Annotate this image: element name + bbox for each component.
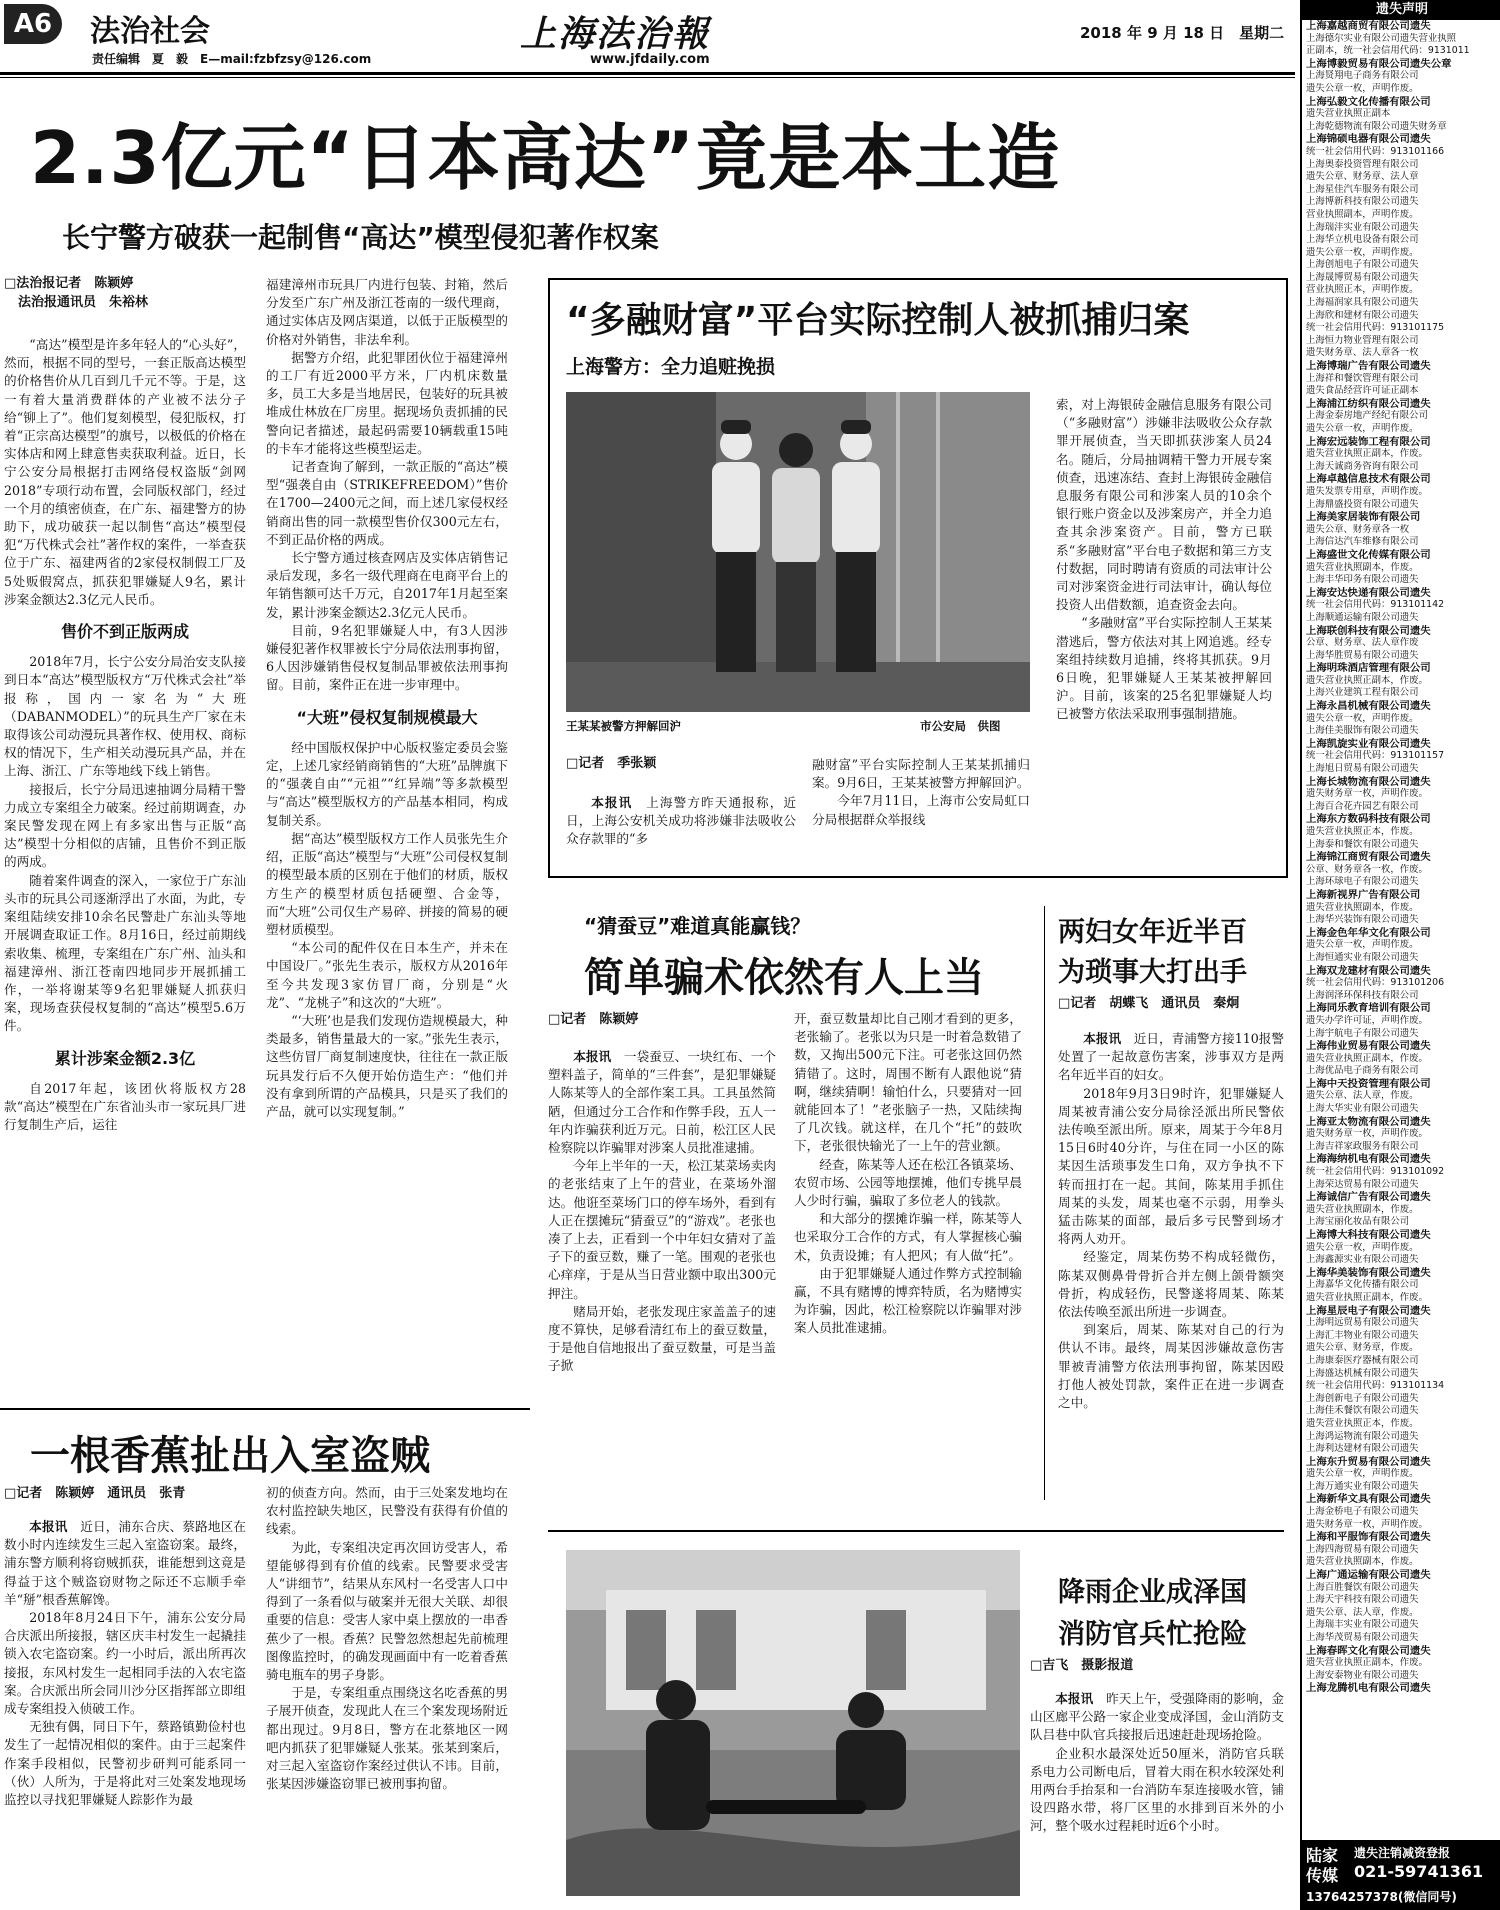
ad-line: 上海博瑞广告有限公司遗失 xyxy=(1306,360,1431,373)
section-rule xyxy=(0,1408,530,1410)
issue-date: 2018 年 9 月 18 日 星期二 xyxy=(1080,24,1285,42)
lead-subheading-3: “大班”侵权复制规模最大 xyxy=(296,707,478,727)
box-column-2 xyxy=(812,756,1030,866)
paragraph: 今年上半年的一天，松江某菜场卖肉的老张结束了上午的营业，在菜场外溜达。他诳至菜场门口的停车场外，看到有人正在摆摊玩“猜蚕豆”的“游戏”。老张也凑了上去，正看到一个中年妇女猜对了盖子下的蚕豆数，赚了一笔。围观的老张也心痒痒，于是从当日营业额中取出300元押注。 xyxy=(548,1158,776,1301)
ads-list xyxy=(1302,20,1500,1695)
ad-line: 遗失公章、法人章，作废。 xyxy=(1306,1090,1419,1102)
paragraph: “高达”模型是许多年轻人的“心头好”，然而，根据不同的型号，一套正版高达模型的价格售价从几百到几千元不等。于是，这一有着大量消费群体的产业被不法分子给“铆上了”。他们复刻模型，侵犯版权，打着“正宗高达模型”的旗号，以极低的价格在实体店和网上肆意售卖获取利益。近日，长宁公安分局根据打击网络侵权盗版“剑网2018”专项行动布置，会同版权部门，经过一个月的缜密侦查，在广东、福建警方的协助下，成功破获一起以制售“高达”模型侵犯“万代株式会社”著作权的案件，一举查获位于广东、福建两省的2家侵权制假工厂及5处贩假窝点，抓获犯罪嫌疑人9名，累计涉案金额达2.3亿元人民币。 xyxy=(4,337,246,607)
ads-header: 遗失声明 xyxy=(1302,0,1500,20)
ad-line: 遗失公章一枚，声明作废。 xyxy=(1306,423,1419,434)
ad-line: 上海诚信广告有限公司遗失 xyxy=(1306,1191,1431,1204)
paragraph: 于是，专案组重点围绕这名吃香蕉的男子展开侦查，发现此人在三个案发现场附近都出现过。9月8日，警方在北蔡地区一网吧内抓获了犯罪嫌疑人张某。张某到案后，对三起入室盗窃作案经过供认不讳。目前，张某因涉嫌盗窃罪已被刑事拘留。 xyxy=(266,1685,508,1792)
ad-line: 遗失公章一枚，声明作废。 xyxy=(1306,246,1419,258)
paragraph-text: 近日，浦东合庆、蔡路地区在数小时内连续发生三起入室盗窃案。最终，浦东警方顺利将窃贼抓获，谁能想到这竟是得益于这个贼盗窃财物之际还不忘顺手牵羊“掰”根香蕉解馋。 xyxy=(4,1519,246,1607)
ad-line: 遗失公章一枚，声明作废。 xyxy=(1306,1468,1419,1480)
ad-line: 上海中天投资管理有限公司 xyxy=(1306,1077,1431,1090)
ad-line: 正副本，统一社会信用代码：9131011 xyxy=(1306,45,1470,57)
ad-line: 上海欣和建材有限公司遗失 xyxy=(1306,309,1419,321)
ad-line: 上海德尔实业有限公司遗失营业执照 xyxy=(1306,32,1457,44)
banana-column-1 xyxy=(4,1518,246,1906)
ad-line: 遗失营业执照副本，作废。 xyxy=(1306,901,1419,913)
ad-line: 上海宏远装饰工程有限公司 xyxy=(1306,435,1431,448)
paragraph: 今年7月11日，上海市公安局虹口分局根据群众举报线 xyxy=(812,793,1030,827)
ad-line: 上海永昌机械有限公司遗失 xyxy=(1306,700,1431,713)
ad-line: 上海兴业建筑工程有限公司 xyxy=(1306,687,1419,699)
paragraph: 经查，陈某等人还在松江各镇菜场、农贸市场、公园等地摆摊，他们专挑早晨人少时行骗，骗取了多位老人的钱款。 xyxy=(794,1156,1022,1209)
paragraph: 索，对上海银砖金融信息服务有限公司（“多融财富”）涉嫌非法吸收公众存款罪开展侦查，当天即抓获涉案人员24名。随后，分局抽调精干警力开展专案侦查，迅速冻结、查封上海银砖金融信息服务有限公司和涉案人员的10余个银行账户资金以及涉案房产，并全力追查其余涉案资产。目前，警方已联系“多融财富”平台电子数据和第三方支付数据，同时聘请有资质的司法审计公司对涉案资金进行司法审计，确认每位投资人出借数额，追查资金去向。 xyxy=(1056,397,1272,613)
flood-photo xyxy=(566,1550,1020,1896)
silkworm-kicker: “猜蚕豆”难道真能赢钱？ xyxy=(584,914,811,938)
lead-byline xyxy=(4,274,254,312)
ad-line: 上海百合花卉园艺有限公司 xyxy=(1306,800,1419,812)
column-divider xyxy=(1044,906,1045,1500)
ad-line: 营业执照副本，声明作废。 xyxy=(1306,208,1419,220)
ad-line: 遗失财务章、法人章各一枚 xyxy=(1306,347,1419,359)
women-headline-2: 为琐事大打出手 xyxy=(1058,957,1247,988)
ads-agency-line-2: 传媒 xyxy=(1306,1866,1339,1885)
ad-line: 上海康泰医疗器械有限公司 xyxy=(1306,1354,1419,1366)
silkworm-headline: 简单骗术依然有人上当 xyxy=(584,955,984,1001)
paragraph-text: 上海警方昨天通报称，近日，上海公安机关成功将涉嫌非法吸收公众存款罪的“多 xyxy=(566,795,796,847)
box-subhead: 上海警方：全力追赃挽损 xyxy=(566,356,776,378)
ad-line: 上海优品电子商务有限公司 xyxy=(1306,1065,1419,1077)
paragraph: 为此，专案组决定再次回访受害人，希望能够得到有价值的线索。民警要求受害人“讲细节”，结果从东风村一名受害人口中得到了一条看似与破案并无很大关联、却很重要的信息：受害人家中桌上摆放的一串香蕉少了一根。香蕉？民警忽然想起先前梳理图像监控时，的确发现画面中有一吃着香蕉骑电瓶车的男子身影。 xyxy=(266,1539,508,1683)
ad-line: 上海瑞沣实业有限公司遗失 xyxy=(1306,221,1419,233)
classified-ads-strip xyxy=(1300,0,1500,1910)
ad-line: 上海弘毅文化传播有限公司 xyxy=(1306,95,1431,108)
ad-line: 上海和平服饰有限公司遗失 xyxy=(1306,1531,1431,1544)
ad-line: 统一社会信用代码：913101166 xyxy=(1306,145,1445,157)
paragraph: 2018年9月3日9时许，犯罪嫌疑人周某被青浦公安分局徐泾派出所民警依法传唤至派出所。原来，周某于今年8月15日6时40分许，与住在同一小区的陈某因生活琐事发生口角，双方争执不下转而扭打在一起。其间，陈某用手抓住周某的头发，周某也毫不示弱，用拳头猛击陈某的面部，最后多亏民警到场才将两人劝开。 xyxy=(1058,1085,1284,1247)
paragraph: 随着案件调查的深入，一家位于广东汕头市的玩具公司逐渐浮出了水面，为此，专案组陆续安排10余名民警赴广东汕头等地开展调查取证工作。8月16日，经过前期线索收集、梳理，专案组在广东广州、汕头和福建漳州、浙江苍南四地同步开展抓捕工作，一举将谢某等9名犯罪嫌疑人抓获归案，现场查获侵权复制的“高达”模型5.6万件。 xyxy=(4,872,246,1034)
ad-line: 上海浦江纺织有限公司遗失 xyxy=(1306,397,1431,410)
ad-line: 统一社会信用代码：913101142 xyxy=(1306,599,1445,611)
ad-line: 上海金色年华文化有限公司 xyxy=(1306,926,1431,939)
paragraph: 经中国版权保护中心版权鉴定委员会鉴定，上述几家经销商销售的“大班”品牌旗下的“强袭自由”“元祖”“红异端”等多款模型与“高达”模型版权方的产品基本相同，构成复制关系。 xyxy=(266,739,508,828)
lead-label: 本报讯 xyxy=(591,795,633,810)
rain-byline: □吉飞 摄影报道 xyxy=(1030,1658,1134,1673)
ad-line: 遗失营业执照正副本 xyxy=(1306,108,1391,120)
ad-line: 遗失营业执照副本，作废。 xyxy=(1306,1203,1419,1215)
ad-line: 公章、财务章、法人章作废 xyxy=(1306,637,1419,649)
paragraph: “‘大班’也是我们发现仿造规模最大，种类最多，销售量最大的一家。”张先生表示，这些仿冒厂商复制速度快，往往在一款正版玩具发行后不久便开始仿造生产：“他们并没有拿到所谓的产品模具，只是买了我们的产品，就可以实现复制。” xyxy=(266,1012,508,1119)
ad-line: 上海博新科技有限公司遗失 xyxy=(1306,196,1419,208)
ad-line: 上海宇航电子有限公司遗失 xyxy=(1306,1027,1419,1039)
women-column xyxy=(1058,1030,1284,1500)
ad-line: 上海明珠酒店管理有限公司 xyxy=(1306,662,1431,675)
ads-agency xyxy=(1306,1846,1350,1886)
byline-correspondent: 法治报通讯员 朱裕林 xyxy=(18,295,149,310)
ad-line: 遗失财务章一枚，声明作废。 xyxy=(1306,1128,1428,1140)
ad-line: 上海长城物流有限公司遗失 xyxy=(1306,775,1431,788)
silkworm-column-1 xyxy=(548,1048,776,1500)
ad-line: 上海鸿运物流有限公司遗失 xyxy=(1306,1430,1419,1442)
ad-line: 遗失办学许可证，声明作废。 xyxy=(1306,1014,1428,1026)
page-number-badge: A6 xyxy=(4,4,62,44)
ad-line: 上海同乐教育培训有限公司 xyxy=(1306,1002,1431,1015)
ad-line: 上海泰和餐饮有限公司遗失 xyxy=(1306,838,1419,850)
ad-line: 上海华立机电设备有限公司 xyxy=(1306,234,1419,246)
ad-line: 遗失公章一枚，声明作废。 xyxy=(1306,1241,1419,1253)
ad-line: 遗失公章一枚，声明作废。 xyxy=(1306,82,1419,94)
ad-line: 上海华胜贸易有限公司遗失 xyxy=(1306,649,1419,661)
banana-byline: □记者 陈颖婷 通讯员 张青 xyxy=(4,1486,186,1501)
ad-line: 上海创旭电子有限公司遗失 xyxy=(1306,259,1419,271)
lead-label: 本报讯 xyxy=(1055,1691,1094,1706)
paragraph: 初的侦查方向。然而，由于三处案发地均在农村监控缺失地区，民警没有获得有价值的线索。 xyxy=(266,1485,508,1537)
photo-credit: 市公安局 供图 xyxy=(920,719,1001,733)
ad-line: 公章、财务章各一枚，作废。 xyxy=(1306,863,1428,875)
box-column-1 xyxy=(566,794,796,864)
paragraph: 到案后，周某、陈某对自己的行为供认不讳。最终，周某因涉嫌故意伤害罪被青浦警方依法刑事拘留，陈某因殴打他人被处罚款，案件正在进一步调查之中。 xyxy=(1058,1322,1284,1411)
ad-line: 上海四海贸易有限公司遗失 xyxy=(1306,1543,1419,1555)
section-rule xyxy=(548,1530,1284,1532)
ad-line: 上海万通实业有限公司遗失 xyxy=(1306,1480,1419,1492)
paragraph: 记者查询了解到，一款正版的“高达”模型“强袭自由（STRIKEFREEDOM）”售价在1700—2400元之间，而上述几家侵权经销商出售的同一款模型售价仅300元左右，不到正品价格的两成。 xyxy=(266,459,508,547)
ad-line: 上海奥泰投资管理有限公司 xyxy=(1306,158,1419,170)
ad-line: 遗失营业执照正副本，作废。 xyxy=(1306,1657,1428,1669)
lead-column-2 xyxy=(266,276,508,1400)
paragraph: 据“高达”模型版权方工作人员张先生介绍，正版“高达”模型与“大班”公司侵权复制的模型最本质的区别在于他们的材质，版权方生产的模型材质包括硬塑、合金等，而“大班”公司仅生产易碎、拼接的简易的硬塑材质模型。 xyxy=(266,830,508,937)
ad-line: 上海新视界广告有限公司 xyxy=(1306,888,1421,901)
ad-line: 上海星辰电子有限公司遗失 xyxy=(1306,1304,1431,1317)
rain-headline-1: 降雨企业成泽国 xyxy=(1058,1577,1247,1608)
ad-line: 上海伟业贸易有限公司遗失 xyxy=(1306,1040,1431,1053)
ad-line: 遗失营业执照正本，作废。 xyxy=(1306,1417,1419,1429)
ad-line: 遗失公章、法人章，作废。 xyxy=(1306,1606,1419,1618)
ad-line: 遗失发票专用章，声明作废。 xyxy=(1306,485,1428,497)
ad-line: 上海大华实业有限公司遗失 xyxy=(1306,1103,1419,1115)
arrest-photo-image xyxy=(566,392,1030,712)
ad-line: 上海新华文具有限公司遗失 xyxy=(1306,1493,1431,1506)
ad-line: 上海百胜餐饮有限公司遗失 xyxy=(1306,1581,1419,1593)
ad-line: 遗失营业执照正副本，作废。 xyxy=(1306,1291,1428,1303)
photo-caption: 王某某被警方押解回沪 xyxy=(566,719,681,733)
paragraph: 赌局开始，老张发现庄家盖盖子的速度不算快，足够看清红布上的蚕豆数量，于是他自信地报出了蚕豆数量，可是当盖子掀 xyxy=(548,1303,776,1374)
ad-line: 上海凯旋实业有限公司遗失 xyxy=(1306,737,1431,750)
ad-line: 上海盛达机械有限公司遗失 xyxy=(1306,1367,1419,1379)
ad-line: 上海亚太物流有限公司遗失 xyxy=(1306,1115,1431,1128)
lead-subhead: 长宁警方破获一起制售“高达”模型侵犯著作权案 xyxy=(62,221,659,254)
box-byline: □记者 季张颖 xyxy=(566,756,657,771)
section-title: 法治社会 xyxy=(90,14,210,49)
ad-line: 营业执照正本，声明作废。 xyxy=(1306,284,1419,296)
ad-line: 上海华兴装饰有限公司遗失 xyxy=(1306,914,1419,926)
ad-line: 上海卓越信息技术有限公司 xyxy=(1306,473,1431,486)
ad-line: 遗失食品经营许可证正副本 xyxy=(1306,385,1419,397)
ad-line: 遗失公章一枚，声明作废。 xyxy=(1306,712,1419,724)
ad-line: 上海东方数码科技有限公司 xyxy=(1306,813,1431,826)
women-headline-1: 两妇女年近半百 xyxy=(1058,917,1247,948)
ad-line: 上海华茂贸易有限公司遗失 xyxy=(1306,1632,1419,1643)
ad-line: 遗失营业执照正本，作废。 xyxy=(1306,826,1419,837)
ad-line: 上海锦江商贸有限公司遗失 xyxy=(1306,851,1431,864)
paragraph: 自2017年起，该团伙将版权方28款“高达”模型在广东省汕头市一家玩具厂进行复制生产后，运往 xyxy=(4,1080,246,1133)
ad-line: 上海龙腾机电有限公司遗失 xyxy=(1306,1682,1431,1695)
paragraph: “多融财富”平台实际控制人王某某潜逃后，警方依法对其上网追逃。经专案组持续数月追捕，终将其抓获。9月6日晚，犯罪嫌疑人王某某被押解回沪。目前，该案的25名犯罪嫌疑人均已被警方依法采取刑事强制措施。 xyxy=(1056,615,1272,722)
ad-line: 上海天宇科技有限公司遗失 xyxy=(1306,1594,1419,1606)
paragraph: 由于犯罪嫌疑人通过作弊方式控制输赢，不具有赌博的博弈特质，名为赌博实为诈骗，因此，松江检察院以诈骗罪对涉案人员批准逮捕。 xyxy=(794,1265,1022,1336)
ad-line: 上海瑞丰实业有限公司遗失 xyxy=(1306,1619,1419,1631)
ad-line: 上海明远贸易有限公司遗失 xyxy=(1306,1317,1419,1329)
ad-line: 上海嘉越商贸有限公司遗失 xyxy=(1306,20,1431,32)
ad-line: 上海旭日贸易有限公司遗失 xyxy=(1306,763,1419,775)
ad-line: 上海春晖文化有限公司遗失 xyxy=(1306,1644,1431,1657)
ad-line: 遗失公章、财务章、法人章 xyxy=(1306,171,1419,183)
ad-line: 上海博毅贸易有限公司遗失公章 xyxy=(1306,57,1452,70)
ad-line: 上海星佳汽车服务有限公司 xyxy=(1306,183,1419,195)
rain-headline-2: 消防官兵忙抢险 xyxy=(1058,1619,1247,1650)
ad-line: 统一社会信用代码：913101092 xyxy=(1306,1166,1445,1178)
ad-line: 遗失公章、财务章各一枚 xyxy=(1306,523,1410,535)
silkworm-column-2 xyxy=(794,1010,1022,1500)
ad-line: 上海乾德物流有限公司遗失财务章 xyxy=(1306,120,1447,132)
ad-line: 统一社会信用代码：913101157 xyxy=(1306,750,1445,762)
ad-line: 上海天诚商务咨询有限公司 xyxy=(1306,460,1419,472)
ad-line: 统一社会信用代码：913101206 xyxy=(1306,977,1445,989)
lead-label: 本报讯 xyxy=(573,1049,612,1064)
ad-line: 上海创新电子有限公司遗失 xyxy=(1306,1392,1419,1404)
ad-line: 上海金桥电子有限公司遗失 xyxy=(1306,1506,1419,1518)
ad-line: 上海盛世文化传媒有限公司 xyxy=(1306,548,1431,561)
ad-line: 上海汇丰物业有限公司遗失 xyxy=(1306,1329,1419,1341)
ad-line: 遗失公章一枚，声明作废。 xyxy=(1306,939,1419,951)
lead-subheading-2: 累计涉案金额2.3亿 xyxy=(54,1048,196,1068)
ad-line: 上海环球电子有限公司遗失 xyxy=(1306,876,1419,888)
ad-line: 遗失营业执照正副本，作废。 xyxy=(1306,1052,1428,1064)
ad-line: 上海金泰房地产经纪有限公司 xyxy=(1306,410,1428,422)
ad-line: 上海广通运输有限公司遗失 xyxy=(1306,1569,1431,1582)
ad-line: 上海信达汽车维修有限公司 xyxy=(1306,536,1419,548)
ad-line: 遗失营业执照副本，作废。 xyxy=(1306,561,1419,573)
paragraph: “本公司的配件仅在日本生产，并未在中国设厂。”张先生表示，版权方从2016年至今共发现3家仿冒厂商，分别是“火龙”、“龙桃子”和这次的“大班”。 xyxy=(266,940,508,1010)
ads-footer xyxy=(1302,1840,1500,1910)
ad-line: 上海东升贸易有限公司遗失 xyxy=(1306,1455,1431,1468)
ad-line: 上海佳禾餐饮有限公司遗失 xyxy=(1306,1405,1419,1417)
newspaper-name: 上海法治報 xyxy=(520,13,711,55)
ad-line: 遗失财务章一枚，声明作废。 xyxy=(1306,788,1428,800)
editor-credit: 责任编辑 夏 毅 E—mail:fzbfzsy@126.com xyxy=(92,52,372,66)
ad-line: 上海润泽环保科技有限公司 xyxy=(1306,989,1419,1001)
ad-line: 上海双龙建材有限公司遗失 xyxy=(1306,964,1431,977)
box-headline: “多融财富”平台实际控制人被抓捕归案 xyxy=(566,300,1190,341)
lead-column-1 xyxy=(4,336,246,1400)
masthead-rule-thin xyxy=(0,77,1295,78)
paragraph: 福建漳州市玩具厂内进行包装、封箱，然后分发至广东广州及浙江苍南的一级代理商，通过实体店及网店渠道，以低于正版模型的价格对外销售，非法牟利。 xyxy=(266,277,508,347)
paragraph-text: 近日，青浦警方接110报警处置了一起故意伤害案，涉事双方是两名年近半百的妇女。 xyxy=(1058,1031,1284,1083)
ad-line: 遗失营业执照正副本，作废。 xyxy=(1306,674,1428,686)
paragraph: 接报后，长宁分局迅速抽调分局精干警力成立专案组全力破案。经过前期调查，办案民警发现在网上有多家出售与正版“高达”模型十分相似的店铺，且售价不到正版的两成。 xyxy=(4,781,246,870)
paragraph: 据警方介绍，此犯罪团伙位于福建漳州的工厂有近2000平方米，厂内机床数量多，员工大多是当地居民，包装好的玩具被堆成仕林放在厂房里。据现场负责抓捕的民警向记者描述，最起码需要10辆载重15吨的卡车才能将这些模型运走。 xyxy=(266,349,508,456)
newspaper-url[interactable]: www.jfdaily.com xyxy=(590,52,710,67)
ad-line: 统一社会信用代码：913101175 xyxy=(1306,322,1445,334)
paragraph-text: 一袋蚕豆、一块红布、一个塑料盖子，简单的“三件套”，是犯罪嫌疑人陈某等人的全部作案工具。工具虽然简陋，但通过分工合作和作弊手段，五人一年内诈骗获利近万元。日前，松江区人民检察院以诈骗罪对涉案人员批准逮捕。 xyxy=(548,1049,776,1156)
ad-line: 上海丰华印务有限公司遗失 xyxy=(1306,574,1419,586)
ad-line: 上海嘉华文化传播有限公司 xyxy=(1306,1279,1419,1291)
ad-line: 上海安泰物业有限公司遗失 xyxy=(1306,1669,1419,1681)
ad-line: 遗失公章、财务章，作废。 xyxy=(1306,1342,1419,1354)
ad-line: 上海祥和餐饮管理有限公司 xyxy=(1306,372,1419,384)
byline-reporter: □法治报记者 陈颖婷 xyxy=(4,276,134,291)
ads-mobile[interactable]: 13764257378(微信同号) xyxy=(1306,1890,1457,1904)
ad-line: 上海利达建材有限公司遗失 xyxy=(1306,1443,1419,1455)
ad-line: 上海顺通运输有限公司遗失 xyxy=(1306,611,1419,623)
banana-column-2 xyxy=(266,1484,508,1906)
ad-line: 上海宝丽化妆品有限公司 xyxy=(1306,1216,1410,1228)
lead-headline: 2.3亿元“日本高达”竟是本土造 xyxy=(30,116,1061,200)
paragraph: 融财富”平台实际控制人王某某抓捕归案。9月6日，王某某被警方押解回沪。 xyxy=(812,757,1030,791)
paragraph: 长宁警方通过核查网店及实体店销售记录后发现，多名一级代理商在电商平台上的年销售额可达千万元，自2017年1月起至案发，累计涉案金额达2.3亿元人民币。 xyxy=(266,550,508,620)
ad-line: 遗失财务章一枚，声明作废。 xyxy=(1306,1518,1428,1530)
ad-line: 上海贤翔电子商务有限公司 xyxy=(1306,70,1419,82)
ads-service: 遗失注销减资登报 xyxy=(1354,1846,1451,1860)
ad-line: 统一社会信用代码：913101134 xyxy=(1306,1380,1445,1392)
paragraph: 目前，9名犯罪嫌疑人中，有3人因涉嫌侵犯著作权罪被长宁分局依法刑事拘留，6人因涉嫌销售侵权复制品罪被依法刑事拘留。目前，案件正在进一步审理中。 xyxy=(266,622,508,693)
paragraph: 开，蚕豆数量却比自己刚才看到的更多，老张输了。老张以为只是一时着急数错了数，又掏出500元下注。可老张这回仍然猜错了。这时，周围不断有人跟他说“猜啊，继续猜啊！输怕什么，只要猜对一回就能回本了！”老张脑子一热，又陆续掏了几次钱。就这样，在几个“托”的鼓吹下，老张很快输光了一上午的营业额。 xyxy=(794,1011,1022,1154)
ads-phone[interactable]: 021-59741361 xyxy=(1354,1862,1484,1881)
ad-line: 上海吉祥家政服务有限公司 xyxy=(1306,1140,1419,1152)
ad-line: 上海恒通实业有限公司遗失 xyxy=(1306,951,1419,963)
ad-line: 遗失营业执照副本，作废。 xyxy=(1306,1556,1419,1568)
paragraph: 经鉴定，周某伤势不构成轻微伤，陈某双侧鼻骨骨折合并左侧上颌骨额突骨折，构成轻伤，民警遂将周某、陈某依法传唤至派出所进一步调查。 xyxy=(1058,1249,1284,1320)
banana-headline: 一根香蕉扯出入室盗贼 xyxy=(30,1433,430,1479)
women-byline: □记者 胡蝶飞 通讯员 秦炯 xyxy=(1058,996,1240,1011)
arrest-photo xyxy=(566,392,1030,712)
paragraph: 企业积水最深处近50厘米，消防官兵联系电力公司断电后，冒着大雨在积水较深处利用两台手抬泵和一台消防车泵连接吸水管，铺设四路水带，将厂区里的水排到百米外的小河，整个吸水过程耗时近6个小时。 xyxy=(1030,1745,1284,1834)
paragraph-text: 昨天上午，受强降雨的影响，金山区廊平公路一家企业变成泽国，金山消防支队吕巷中队官兵接报后迅速赶赴现场抢险。 xyxy=(1030,1691,1284,1743)
ad-line: 上海博大科技有限公司遗失 xyxy=(1306,1229,1431,1241)
ad-line: 遗失营业执照正副本，作废。 xyxy=(1306,448,1428,460)
lead-subheading-1: 售价不到正版两成 xyxy=(60,622,189,642)
ad-line: 上海安达快递有限公司遗失 xyxy=(1306,586,1431,599)
ad-line: 上海恒力物业管理有限公司 xyxy=(1306,334,1419,346)
ad-line: 上海华美装饰有限公司遗失 xyxy=(1306,1266,1431,1279)
paragraph: 和大部分的摆摊诈骗一样，陈某等人也采取分工合作的方式，有人掌握核心骗术，负责设摊；有人把风；有人做“托”。 xyxy=(794,1211,1022,1263)
ad-line: 上海联创科技有限公司遗失 xyxy=(1306,624,1431,637)
lead-label: 本报讯 xyxy=(1083,1031,1122,1046)
flood-photo-image xyxy=(566,1550,1020,1896)
ad-line: 上海佳美服饰有限公司遗失 xyxy=(1306,725,1419,737)
ad-line: 上海荣达贸易有限公司遗失 xyxy=(1306,1178,1419,1190)
box-column-3 xyxy=(1056,396,1272,866)
ad-line: 上海鑫源实业有限公司遗失 xyxy=(1306,1254,1419,1266)
silkworm-byline: □记者 陈颖婷 xyxy=(548,1012,639,1027)
rain-column xyxy=(1030,1690,1284,1906)
ad-line: 上海锦硕电器有限公司遗失 xyxy=(1306,133,1431,146)
masthead-rule xyxy=(0,72,1295,75)
paragraph: 2018年7月，长宁公安分局治安支队接到日本“高达”模型版权方“万代株式会社”举报称，国内一家名为“大班（DABANMODEL）”的玩具生产厂家在未取得该公司动漫玩具著作权、使用权、商标权的情况下，生产相关动漫玩具产品，并在上海、浙江、广东等地线下线上销售。 xyxy=(4,654,246,779)
ads-agency-line-1: 陆家 xyxy=(1306,1846,1339,1865)
ad-line: 上海美家居装饰有限公司 xyxy=(1306,511,1421,524)
lead-label: 本报讯 xyxy=(29,1519,68,1534)
paragraph: 2018年8月24日下午，浦东公安分局合庆派出所接报，辖区庆丰村发生一起撬挂锁入农宅盗窃案。约一小时后，派出所再次接报，东风村发生一起相同手法的入农宅盗案。合庆派出所会同川沙分区指挥部立即组成专案组投入侦破工作。 xyxy=(4,1610,246,1717)
ad-line: 上海海纳机电有限公司遗失 xyxy=(1306,1153,1431,1166)
paragraph: 无独有偶，同日下午，蔡路镇勤俭村也发生了一起情况相似的案件。由于三起案件作案手段相似，民警初步研判可能系同一（伙）人所为，于是将此对三处案发地现场监控以寻找犯罪嫌疑人踪影作为最 xyxy=(4,1719,246,1808)
ad-line: 上海鼎盛投资有限公司遗失 xyxy=(1306,498,1419,510)
ad-line: 上海福润家具有限公司遗失 xyxy=(1306,297,1419,309)
ad-line: 上海晟博贸易有限公司遗失 xyxy=(1306,271,1419,283)
